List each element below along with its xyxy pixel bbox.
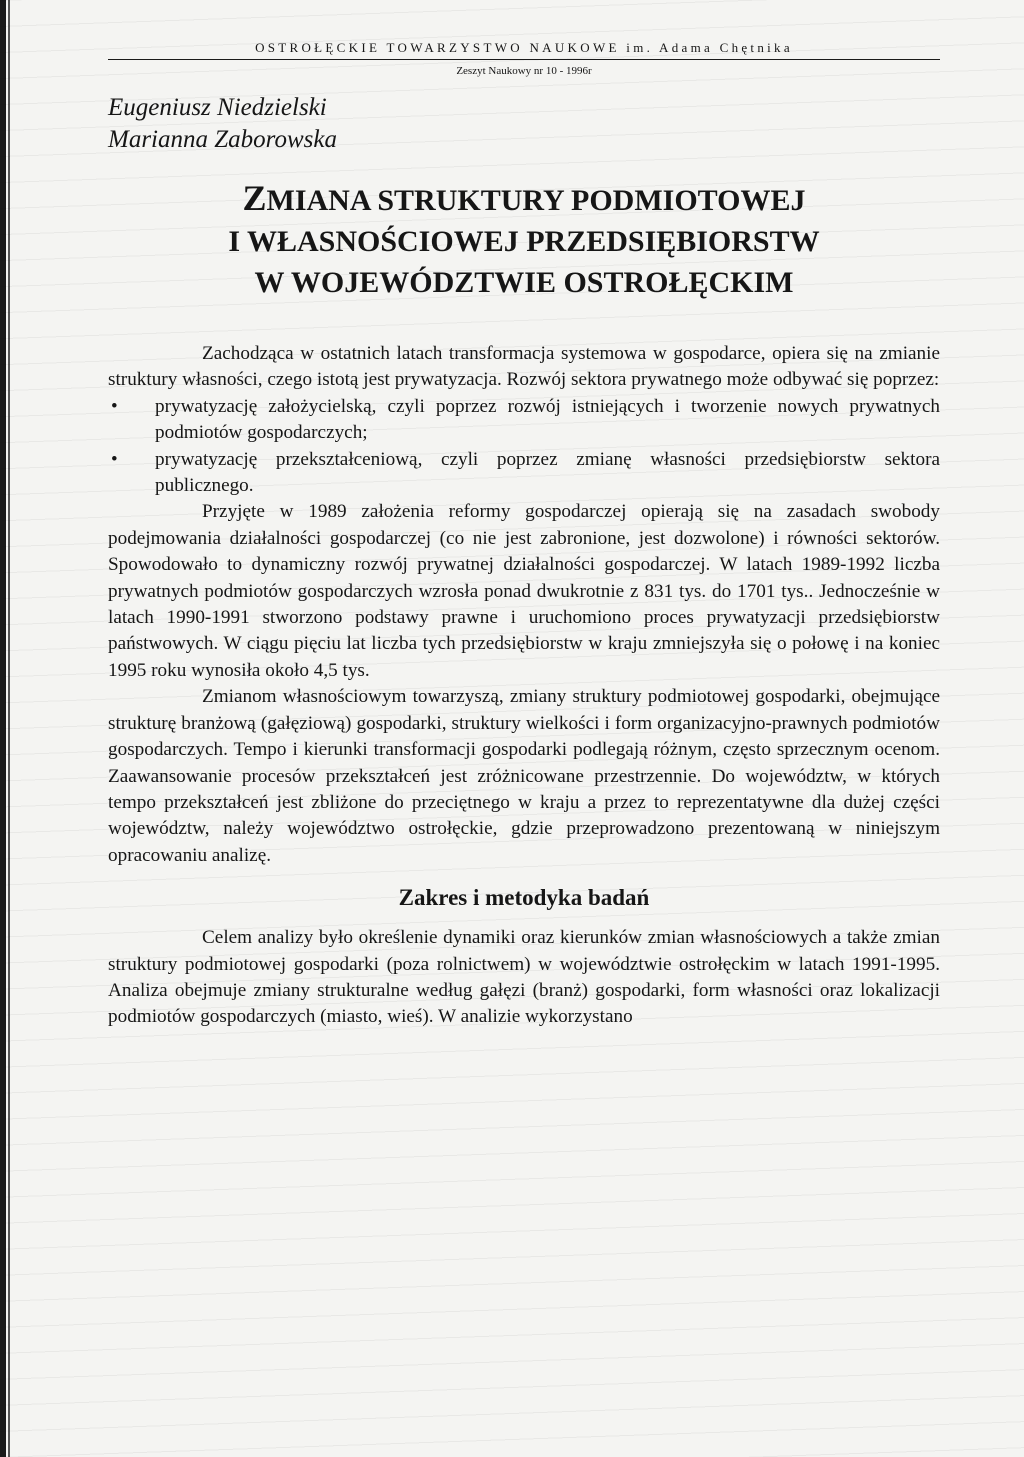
title-line-1-text: MIANA STRUKTURY PODMIOTOWEJ xyxy=(266,184,806,217)
title-line-3: W WOJEWÓDZTWIE OSTROŁĘCKIM xyxy=(254,266,794,299)
article-body xyxy=(108,341,940,1031)
paragraph: Celem analizy było określenie dynamiki oraz kierunków zmian własnościowych a także zmian struktury podmiotowej gospodarki (poza rolnictwem) w województwie ostrołęckim w latach 1991-1995. Analiza obejmuje zmiany strukturalne według gałęzi (branż) gospodarki, form własności oraz lokalizacji podmiotów gospodarczych (miasto, wieś). W analizie wykorzystano xyxy=(108,927,940,1028)
list-item xyxy=(108,447,940,500)
bullet-icon: • xyxy=(111,448,118,470)
issue-line: Zeszyt Naukowy nr 10 - 1996r xyxy=(456,65,592,77)
list-item-text: prywatyzację założycielską, czyli poprzez rozwój istniejących i tworzenie nowych prywatnych podmiotów gospodarczych; xyxy=(155,395,940,444)
running-header: OSTROŁĘCKIE TOWARZYSTWO NAUKOWE im. Adama Chętnika xyxy=(108,40,940,60)
article-title xyxy=(108,178,940,303)
list-item-text: prywatyzację przekształceniową, czyli poprzez zmianę własności przedsiębiorstw sektora publicznego. xyxy=(155,448,940,497)
title-initial: Z xyxy=(242,178,267,218)
list-item xyxy=(108,394,940,447)
author-name: Eugeniusz Niedzielski xyxy=(108,94,327,121)
title-line-2: I WŁASNOŚCIOWEJ PRZEDSIĘBIORSTW xyxy=(228,225,820,258)
paragraph: Przyjęte w 1989 założenia reformy gospodarczej opierają się na zasadach swobody podejmowania działalności gospodarczej (co nie jest zabronione, jest dozwolone) i równości sektorów. Spowodowało to dynamiczny rozwój prywatnej działalności gospodarczej. W latach 1989-1992 liczba prywatnych podmiotów gospodarczych wzrosła ponad dwukrotnie z 831 tys. do 1701 tys.. Jednocześnie w latach 1990-1991 stworzono podstawy prawne i uruchomiono proces prywatyzacji przedsiębiorstw państwowych. W ciągu pięciu lat liczba tych przedsiębiorstw w kraju zmniejszyła się o połowę i na koniec 1995 roku wynosiła około 4,5 tys. xyxy=(108,501,940,681)
authors xyxy=(108,92,940,156)
scan-binding-edge xyxy=(0,0,6,1457)
paragraph: Zachodząca w ostatnich latach transformacja systemowa w gospodarce, opiera się na zmianie struktury własności, czego istotą jest prywatyzacja. Rozwój sektora prywatnego może odbywać się poprzez: xyxy=(108,343,940,391)
page-content xyxy=(108,40,940,1031)
scan-binding-shadow xyxy=(8,0,10,1457)
title-line-1 xyxy=(108,178,940,221)
author-name: Marianna Zaborowska xyxy=(108,126,337,153)
section-heading: Zakres i metodyka badań xyxy=(398,885,650,911)
bullet-icon: • xyxy=(111,395,118,417)
paragraph: Zmianom własnościowym towarzyszą, zmiany struktury podmiotowej gospodarki, obejmujące strukturę branżową (gałęziową) gospodarki, struktury wielkości i form organizacyjno-prawnych podmiotów gospodarczych. Tempo i kierunki transformacji gospodarki podlegają różnym, często sprzecznym ocenom. Zaawansowanie procesów przekształceń jest zróżnicowane przestrzennie. Do województw, w których tempo przekształceń jest zbliżone do przeciętnego w kraju a przez to reprezentatywne dla dużej części województw, należy województwo ostrołęckie, gdzie przeprowadzono prezentowaną w niniejszym opracowaniu analizę. xyxy=(108,686,940,866)
bullet-list xyxy=(108,394,940,500)
